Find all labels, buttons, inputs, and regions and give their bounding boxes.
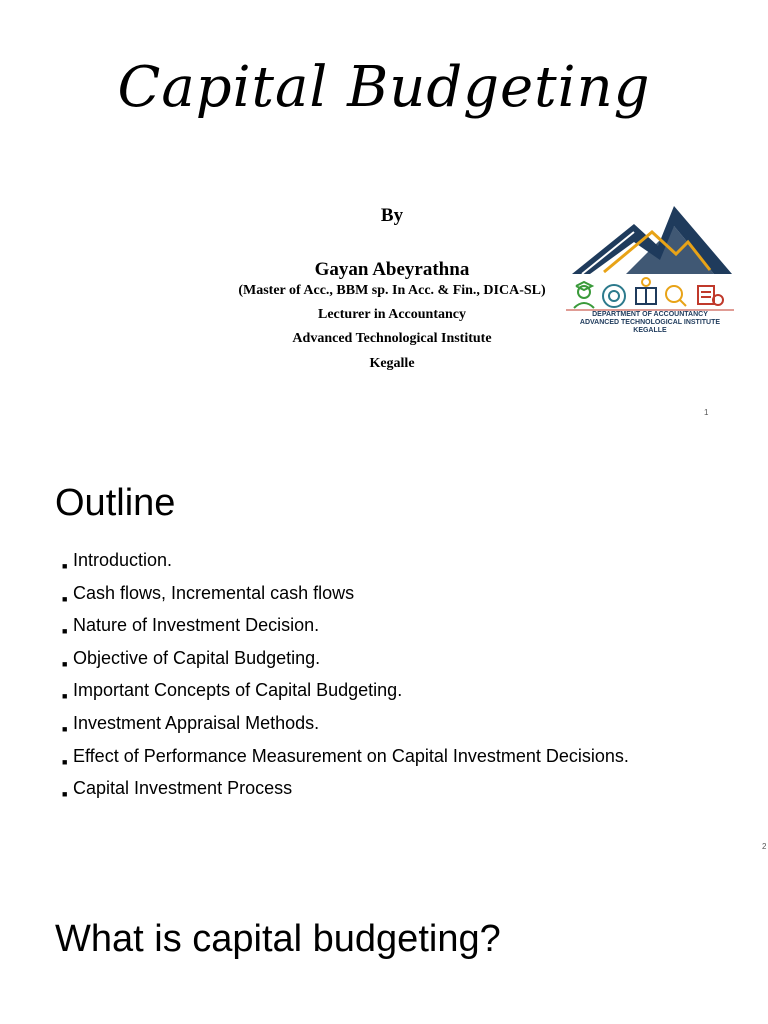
slide-outline <box>0 440 768 860</box>
slide-heading: Outline <box>55 482 176 524</box>
slide-what-is <box>0 870 768 1024</box>
logo-text-city: KEGALLE <box>633 327 667 334</box>
bullet-icon: ■ <box>62 658 68 669</box>
list-item: ■ Introduction. <box>62 546 629 579</box>
bullet-icon: ■ <box>62 723 68 734</box>
list-item: ■ Objective of Capital Budgeting. <box>62 644 629 677</box>
author-role: Lecturer in Accountancy <box>317 307 467 322</box>
logo-text-institute: ADVANCED TECHNOLOGICAL INSTITUTE <box>579 319 721 326</box>
book-icon <box>636 278 656 304</box>
author-name: Gayan Abeyrathna <box>314 259 470 280</box>
bullet-icon: ■ <box>62 691 68 702</box>
graduate-icon <box>574 282 594 308</box>
report-icon <box>698 286 723 305</box>
list-item: ■ Effect of Performance Measurement on Capital Investment Decisions. <box>62 742 629 775</box>
bullet-icon: ■ <box>62 626 68 637</box>
list-item: ■ Nature of Investment Decision. <box>62 611 629 644</box>
outline-list <box>62 546 629 807</box>
globe-icon <box>603 285 625 307</box>
bullet-icon: ■ <box>62 756 68 767</box>
by-label: By <box>380 205 404 226</box>
bullet-icon: ■ <box>62 561 68 571</box>
list-item: ■ Cash flows, Incremental cash flows <box>62 579 629 612</box>
bullet-icon: ■ <box>62 789 68 800</box>
list-item: ■ Important Concepts of Capital Budgeting. <box>62 676 629 709</box>
slide-cover <box>0 0 768 430</box>
slide-heading: What is capital budgeting? <box>55 918 501 960</box>
page-number: 2 <box>762 842 767 851</box>
page-number: 1 <box>704 408 709 417</box>
institute-city: Kegalle <box>369 356 415 371</box>
logo-text-department: DEPARTMENT OF ACCOUNTANCY <box>592 311 708 318</box>
institute-name: Advanced Technological Institute <box>292 331 492 346</box>
magnifier-icon <box>666 286 686 306</box>
author-qualifications: (Master of Acc., BBM sp. In Acc. & Fin., DICA-SL) <box>238 283 546 298</box>
cover-title: Capital Budgeting <box>117 55 651 120</box>
list-item: ■ Capital Investment Process <box>62 774 629 807</box>
list-item: ■ Investment Appraisal Methods. <box>62 709 629 742</box>
bullet-icon: ■ <box>62 593 68 604</box>
